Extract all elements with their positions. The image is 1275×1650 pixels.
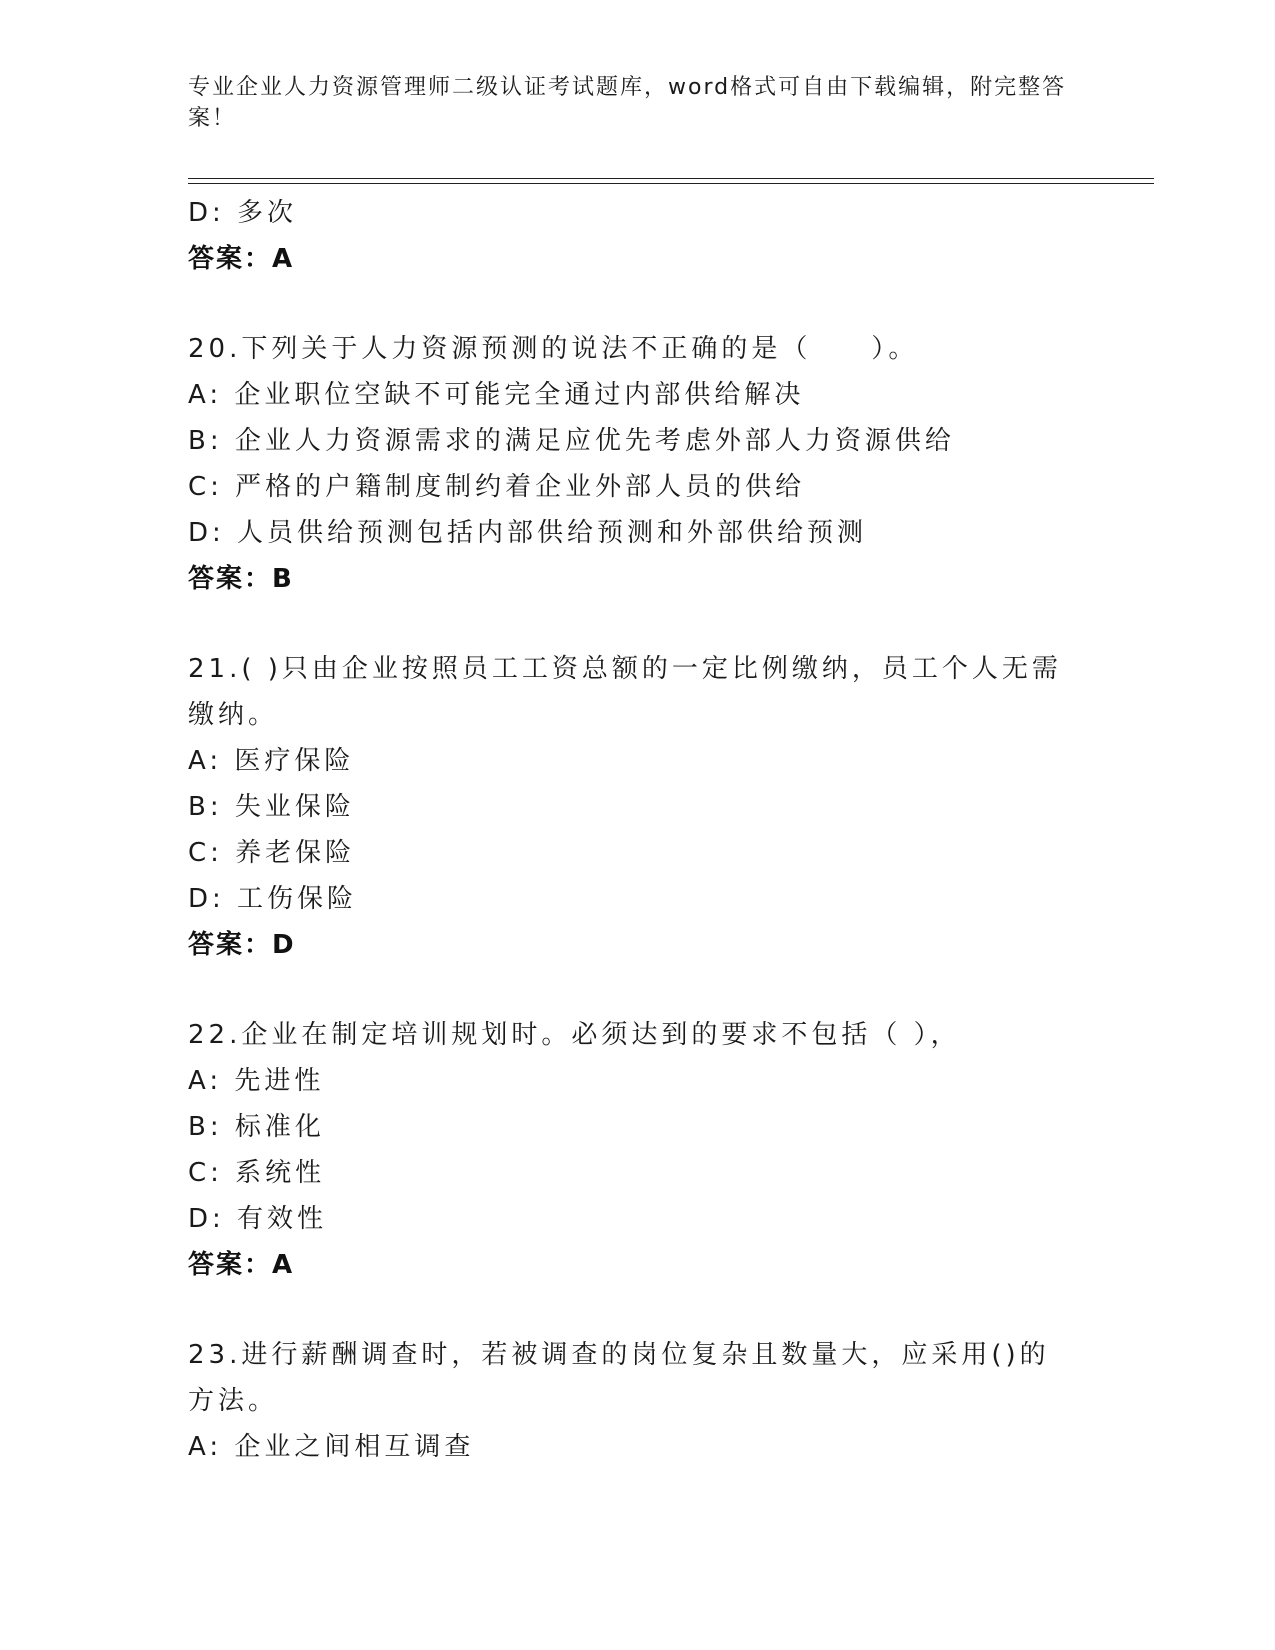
option-b: B: 企业人力资源需求的满足应优先考虑外部人力资源供给: [188, 426, 955, 456]
option-c: C: 严格的户籍制度制约着企业外部人员的供给: [188, 472, 806, 502]
question-block-20: [188, 326, 1088, 602]
question-block-23: [188, 1332, 1088, 1470]
option-c: C: 养老保险: [188, 838, 356, 868]
header-divider-top: [188, 178, 1154, 179]
answer-label: 答案：B: [188, 564, 294, 594]
question-text: 22.企业在制定培训规划时。必须达到的要求不包括（ ），: [188, 1020, 961, 1050]
question-text: 21.( )只由企业按照员工工资总额的一定比例缴纳，员工个人无需缴纳。: [188, 654, 1062, 730]
option-a: A: 医疗保险: [188, 746, 355, 776]
option-d: D: 有效性: [188, 1204, 328, 1234]
document-header: 专业企业人力资源管理师二级认证考试题库，word格式可自由下载编辑，附完整答案！: [188, 75, 1067, 131]
question-list: [188, 190, 1088, 1470]
option-d: D: 工伤保险: [188, 884, 358, 914]
option-a: A: 企业之间相互调查: [188, 1432, 475, 1462]
answer-label: 答案：D: [188, 930, 296, 960]
option-a: A: 先进性: [188, 1066, 325, 1096]
answer-label: 答案：A: [188, 244, 295, 274]
question-block-22: [188, 1012, 1088, 1288]
header-divider-bottom: [188, 183, 1154, 184]
option-b: B: 失业保险: [188, 792, 355, 822]
option-c: C: 系统性: [188, 1158, 326, 1188]
question-text: 23.进行薪酬调查时，若被调查的岗位复杂且数量大，应采用()的方法。: [188, 1340, 1050, 1416]
option-d: D: 多次: [188, 198, 298, 228]
option-d: D: 人员供给预测包括内部供给预测和外部供给预测: [188, 518, 868, 548]
option-a: A: 企业职位空缺不可能完全通过内部供给解决: [188, 380, 805, 410]
question-text: 20.下列关于人力资源预测的说法不正确的是（ ）。: [188, 334, 919, 364]
question-block-19: [188, 190, 1088, 282]
question-block-21: [188, 646, 1088, 968]
answer-label: 答案：A: [188, 1250, 295, 1280]
option-b: B: 标准化: [188, 1112, 325, 1142]
